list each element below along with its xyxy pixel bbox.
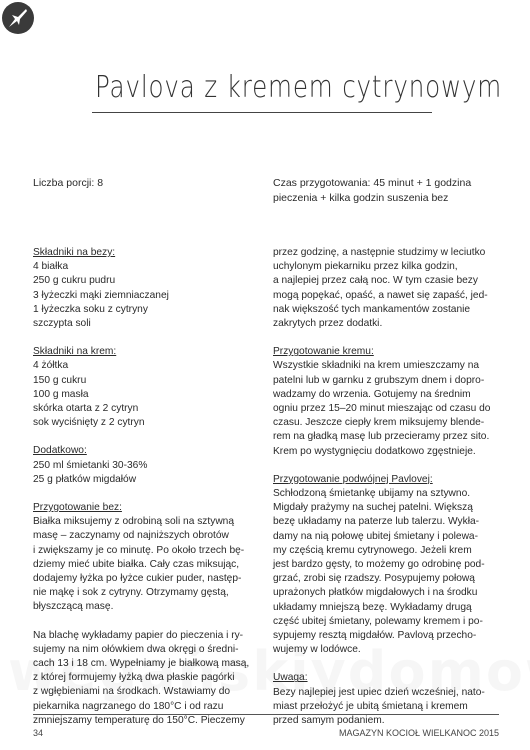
extras-section bbox=[33, 444, 263, 487]
paragraph-line: zakrytych przez dodatki. bbox=[273, 318, 383, 330]
paragraph-line: jest bardzo gęsty, to możemy go odrobinę pod- bbox=[273, 559, 485, 571]
paragraph-line: i zwiększamy je co minutę. Po około trzech bę- bbox=[33, 544, 245, 556]
ingredient-item: 100 g masła bbox=[33, 388, 89, 400]
paragraph-line: patelni lub w garnku z grubszym dnem i dopro- bbox=[273, 374, 485, 386]
footer-divider bbox=[33, 714, 499, 715]
paragraph-line: my częścią kremu cytrynowego. Jeżeli krem bbox=[273, 544, 472, 556]
section-heading: Składniki na bezy: bbox=[33, 247, 116, 258]
baking-continuation bbox=[273, 246, 501, 331]
servings-text: Liczba porcji: 8 bbox=[33, 177, 104, 189]
paragraph-line: wujemy w lodówce. bbox=[273, 644, 361, 656]
paragraph-line: dodajemy łyżka po łyżce cukier puder, następ- bbox=[33, 573, 242, 585]
meringue-prep-section bbox=[33, 501, 263, 615]
paragraph-line: rem na gładką masę lub przecieramy przez sito. bbox=[273, 431, 490, 443]
ingredient-item: 150 g cukru bbox=[33, 374, 87, 386]
paragraph-line: cach 13 i 18 cm. Wypełniamy je białkową masą, bbox=[33, 658, 250, 670]
paragraph-line: zmniejszamy temperaturę do 150°C. Pieczemy bbox=[33, 714, 245, 726]
page-number: 34 bbox=[33, 728, 44, 738]
right-column bbox=[273, 246, 501, 742]
section-heading: Uwaga: bbox=[273, 672, 308, 684]
ingredient-item: 250 ml śmietanki 30-36% bbox=[33, 459, 148, 471]
prep-time-text bbox=[273, 176, 498, 206]
meringue-ingredients-section bbox=[33, 246, 263, 331]
section-heading: Dodatkowo: bbox=[33, 445, 87, 457]
paragraph-line: przed samym podaniem. bbox=[273, 715, 385, 727]
paragraph-line: przez godzinę, a następnie studzimy w leciutko bbox=[273, 247, 486, 258]
paragraph-line: sypujemy resztą migdałów. Pavlovą przecho- bbox=[273, 630, 477, 642]
ingredient-item: 4 żółtka bbox=[33, 360, 69, 372]
paragraph-line: Schłodzoną śmietankę ubijamy na sztywno. bbox=[273, 488, 471, 500]
prep-time-line: Czas przygotowania: 45 minut + 1 godzina bbox=[273, 177, 472, 189]
cream-prep-section bbox=[273, 345, 501, 459]
paragraph-line: a najlepiej przez całą noc. W tym czasie bezy bbox=[273, 275, 478, 287]
ingredient-item: 1 łyżeczka soku z cytryny bbox=[33, 303, 148, 315]
title-underline bbox=[92, 112, 432, 113]
ingredient-item: 250 g cukru pudru bbox=[33, 275, 116, 287]
paragraph-line: damy na nią połowę ubitej śmietany i polewa- bbox=[273, 530, 478, 542]
magazine-name: MAGAZYN KOCIOŁ WIELKANOC 2015 bbox=[338, 728, 499, 738]
paragraph-line: grzać, zrobi się rzadszy. Posypujemy połową bbox=[273, 573, 475, 585]
paragraph-line: czasu. Jeszcze ciepły krem miksujemy blende- bbox=[273, 417, 485, 429]
ingredient-item: skórka otarta z 2 cytryn bbox=[33, 403, 139, 415]
paragraph-line: Krem po wystygnięciu dodatkowo zgęstnieje. bbox=[273, 445, 476, 457]
paragraph-line: Bezy najlepiej jest upiec dzień wcześniej, nato- bbox=[273, 686, 485, 698]
paragraph-line: dziemy mieć ubite białka. Cały czas miksując, bbox=[33, 558, 240, 570]
paragraph-line: nie mąkę i sok z cytryny. Otrzymamy gęstą, bbox=[33, 587, 229, 599]
ingredient-item: 4 białka bbox=[33, 261, 69, 273]
paragraph-line: bezę układamy na paterze lub talerzu. Wykła- bbox=[273, 516, 480, 528]
paragraph-line: układamy mniejszą bezę. Wykładamy drugą bbox=[273, 601, 472, 613]
paragraph-line: wadzamy do wrzenia. Gotujemy na średnim bbox=[273, 388, 471, 400]
double-pavlova-section bbox=[273, 473, 501, 658]
paragraph-line: z wgłębieniami na środkach. Wstawiamy do bbox=[33, 686, 231, 698]
page-title: Pavlova z kremem cytrynowym bbox=[95, 70, 503, 105]
paragraph-line: mogą popękać, opaść, a nawet się zapaść, jed- bbox=[273, 289, 488, 301]
section-heading: Przygotowanie kremu: bbox=[273, 346, 374, 358]
paragraph-line: uchylonym piekarniku przez kilka godzin, bbox=[273, 261, 458, 273]
left-column bbox=[33, 246, 263, 742]
paragraph-line: nak większość tych mankamentów zostanie bbox=[273, 303, 471, 315]
section-heading: Składniki na krem: bbox=[33, 346, 117, 358]
paragraph-line: piekarnika nagrzanego do 180°C i od razu bbox=[33, 700, 224, 712]
paragraph-line: uprażonych płatków migdałowych i na środku bbox=[273, 587, 478, 599]
paragraph-line: część ubitej śmietany, polewamy kremem i po- bbox=[273, 615, 483, 627]
prep-time-line: pieczenia + kilka godzin suszenia bez bbox=[273, 192, 449, 204]
section-heading: Przygotowanie podwójnej Pavlovej: bbox=[273, 473, 433, 485]
paragraph-line: masę – zaczynamy od najniższych obrotów bbox=[33, 530, 229, 542]
paragraph-line: miast przełożyć je ubitą śmietaną i kremem bbox=[273, 700, 468, 712]
paragraph-line: Migdały prażymy na suchej patelni. Większą bbox=[273, 502, 473, 514]
paragraph-line: sujemy na nim ołówkiem dwa okręgi o średni- bbox=[33, 643, 239, 655]
bird-logo-icon bbox=[2, 2, 34, 34]
paragraph-line: z której formujemy łyżką dwa płaskie pagórki bbox=[33, 672, 235, 684]
note-section bbox=[273, 671, 501, 728]
ingredient-item: szczypta soli bbox=[33, 318, 91, 330]
paragraph-line: Białka miksujemy z odrobiną soli na sztywną bbox=[33, 516, 235, 528]
paragraph-line: ogniu przez 15–20 minut mieszając od czasu do bbox=[273, 403, 491, 415]
paragraph-line: Wszystkie składniki na krem umieszczamy na bbox=[273, 360, 480, 372]
ingredient-item: 3 łyżeczki mąki ziemniaczanej bbox=[33, 289, 169, 301]
ingredient-item: sok wyciśnięty z 2 cytryn bbox=[33, 417, 145, 429]
ingredient-item: 25 g płatków migdałów bbox=[33, 473, 137, 485]
section-heading: Przygotowanie bez: bbox=[33, 502, 122, 514]
paragraph-line: Na blachę wykładamy papier do pieczenia i ry- bbox=[33, 629, 244, 641]
paragraph-line: błyszczącą masę. bbox=[33, 601, 114, 613]
cream-ingredients-section bbox=[33, 345, 263, 430]
